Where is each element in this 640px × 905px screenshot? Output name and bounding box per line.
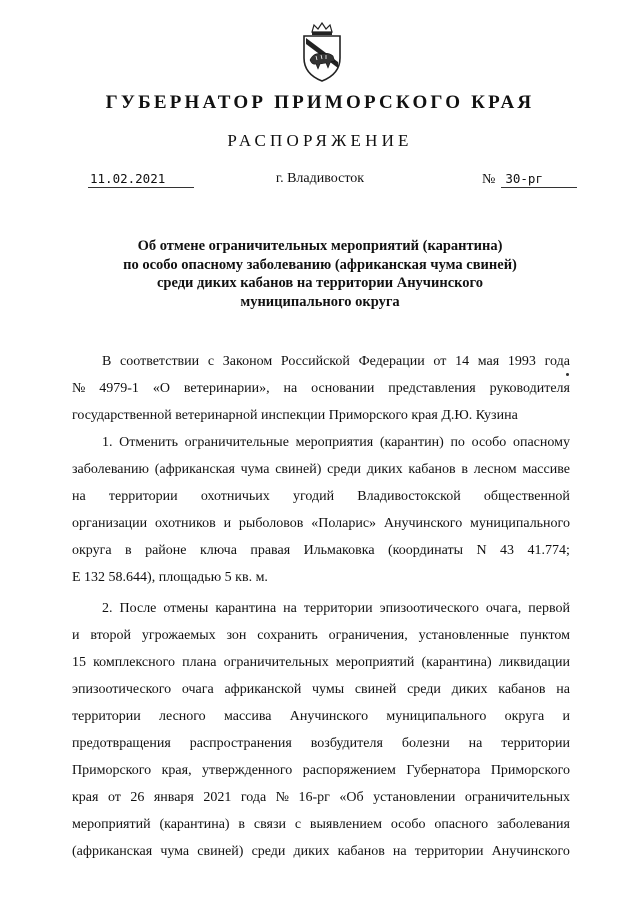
- text-run: общественной: [483, 489, 570, 504]
- text-run: диких: [451, 682, 488, 697]
- text-run: очага,: [485, 601, 522, 616]
- text-run: лесного: [159, 709, 206, 724]
- text-run: округа: [504, 709, 545, 724]
- text-run: января: [153, 790, 194, 805]
- text-run: на: [72, 489, 86, 504]
- text-run: в: [125, 543, 132, 558]
- text-run: правая: [250, 543, 291, 558]
- text-run: (координаты: [387, 543, 464, 558]
- text-run: с: [294, 817, 302, 832]
- text-run: 43: [500, 543, 515, 558]
- text-run: на: [468, 736, 483, 751]
- paragraph-line: [72, 761, 570, 788]
- text-run: чумы: [312, 682, 345, 697]
- text-run: среди: [327, 462, 361, 477]
- text-run: 15: [72, 655, 86, 670]
- text-run: районе: [145, 543, 187, 558]
- text-run: После: [119, 601, 157, 616]
- text-run: второй: [90, 628, 132, 643]
- text-run: от: [107, 790, 121, 805]
- text-run: угрожаемых: [141, 628, 216, 643]
- text-run: диких: [366, 462, 403, 477]
- text-run: кабанов: [408, 462, 456, 477]
- text-run: территории: [501, 736, 570, 751]
- text-run: «О: [152, 381, 170, 396]
- text-run: на: [556, 682, 570, 697]
- text-run: болезни: [401, 736, 450, 751]
- text-run: свиней): [197, 844, 244, 859]
- text-run: чума: [240, 462, 270, 477]
- text-run: и: [72, 628, 80, 643]
- paragraph-line: [72, 541, 570, 568]
- text-run: 4979-1: [99, 381, 139, 396]
- paragraph-line: [72, 406, 570, 433]
- paragraph-line: [72, 487, 570, 514]
- text-run: государственной ветеринарной инспекции Приморского края Д.Ю. Кузина: [72, 408, 518, 423]
- document-city: г. Владивосток: [275, 171, 365, 186]
- text-run: Отменить: [119, 435, 178, 450]
- text-run: Губернатора: [406, 763, 481, 778]
- text-run: распространения: [189, 736, 292, 751]
- text-run: (африканская: [72, 844, 153, 859]
- paragraph-line: [72, 352, 570, 379]
- text-run: установлении: [373, 790, 456, 805]
- text-run: соответствии: [120, 354, 200, 369]
- text-run: кабанов: [337, 844, 385, 859]
- text-run: 2021: [203, 790, 232, 805]
- text-run: Анучинского: [491, 844, 570, 859]
- text-run: «Об: [339, 790, 364, 805]
- text-run: 14: [455, 354, 470, 369]
- text-run: (африканская: [154, 462, 235, 477]
- text-run: чума: [160, 844, 190, 859]
- text-run: связи: [253, 817, 286, 832]
- text-run: ограничительных: [223, 655, 329, 670]
- text-run: угодий: [293, 489, 335, 504]
- text-run: №: [72, 381, 86, 396]
- text-run: края: [72, 790, 99, 805]
- heading-line: среди диких кабанов на территории Анучинского: [156, 275, 484, 291]
- text-run: очага: [181, 682, 214, 697]
- text-run: массиве: [522, 462, 570, 477]
- text-run: территории: [72, 709, 141, 724]
- paragraph-line: [72, 680, 570, 707]
- text-run: выявлением: [309, 817, 382, 832]
- text-run: 41.774;: [527, 543, 570, 558]
- text-run: мая: [477, 354, 500, 369]
- text-run: от: [433, 354, 447, 369]
- text-run: территории: [414, 844, 484, 859]
- document-number: [482, 171, 577, 188]
- paragraph-line: [72, 653, 570, 680]
- text-run: свиней): [275, 462, 322, 477]
- text-run: комплексного: [93, 655, 176, 670]
- text-run: африканской: [224, 682, 302, 697]
- text-run: установленные: [418, 628, 510, 643]
- paragraph-line: [72, 842, 570, 869]
- text-run: охотников: [155, 516, 216, 531]
- heading-line: по особо опасному заболеванию (африканская чума свиней): [123, 256, 517, 273]
- text-run: мероприятий: [335, 655, 415, 670]
- text-run: Приморского: [72, 763, 152, 778]
- text-run: кабанов: [498, 682, 546, 697]
- paragraph-line: [72, 626, 570, 653]
- text-run: округа: [72, 543, 112, 558]
- text-run: ликвидации: [498, 655, 570, 670]
- text-run: и: [562, 709, 570, 724]
- number-label: №: [482, 172, 496, 187]
- text-run: 1993: [507, 354, 536, 369]
- text-run: территории: [303, 601, 373, 616]
- text-run: мероприятия: [295, 435, 374, 450]
- text-run: Владивостокской: [357, 489, 461, 504]
- text-run: опасного: [434, 817, 489, 832]
- text-run: предотвращения: [72, 736, 171, 751]
- text-run: пунктом: [519, 628, 570, 643]
- paragraph-line: [72, 734, 570, 761]
- text-run: плана: [182, 655, 217, 670]
- text-run: Приморского: [490, 763, 570, 778]
- paragraph-line: [72, 707, 570, 734]
- text-run: сохранить: [257, 628, 318, 643]
- text-run: лесном: [473, 462, 517, 477]
- text-run: на: [283, 381, 298, 396]
- text-run: (карантин): [379, 435, 444, 450]
- document-heading: [100, 237, 540, 311]
- paragraph-line: [72, 460, 570, 487]
- text-run: опасному: [512, 435, 570, 450]
- text-run: в: [461, 462, 468, 477]
- paragraph-line: [72, 788, 570, 815]
- paragraph-line: [72, 568, 570, 595]
- text-run: отмены: [163, 601, 209, 616]
- text-run: края,: [161, 763, 192, 778]
- text-run: охотничьих: [200, 489, 270, 504]
- text-run: заболеванию: [72, 462, 149, 477]
- paragraph-line: [72, 379, 570, 406]
- text-run: муниципального: [470, 516, 570, 531]
- text-run: массива: [223, 709, 272, 724]
- paragraph-line: [72, 514, 570, 541]
- text-run: N: [476, 543, 487, 558]
- text-run: Федерации: [358, 354, 425, 369]
- text-run: среди: [407, 682, 441, 697]
- text-run: Анучинского: [289, 709, 369, 724]
- text-run: 1.: [102, 435, 113, 450]
- document-date: 11.02.2021: [88, 171, 194, 188]
- text-run: распоряжением: [302, 763, 396, 778]
- text-run: ограничительные: [184, 435, 289, 450]
- number-value: 30-рг: [501, 171, 577, 188]
- text-run: эпизоотического: [72, 682, 172, 697]
- text-run: карантина: [215, 601, 277, 616]
- text-run: по: [450, 435, 465, 450]
- text-run: года: [544, 354, 570, 369]
- text-run: рыболовов: [238, 516, 304, 531]
- text-run: E 132 58.644), площадью 5 кв. м.: [72, 570, 268, 585]
- text-run: (карантина): [159, 817, 230, 832]
- text-run: Российской: [280, 354, 350, 369]
- paragraph-line: [72, 815, 570, 842]
- heading-line: Об отмене ограничительных мероприятий (карантина): [137, 238, 503, 254]
- text-run: в: [238, 817, 246, 832]
- text-run: года: [240, 790, 267, 805]
- text-run: муниципального: [386, 709, 487, 724]
- text-run: ограничения,: [328, 628, 408, 643]
- document-body: [72, 352, 570, 869]
- text-run: свиней: [354, 682, 397, 697]
- text-run: диких: [293, 844, 330, 859]
- text-run: 16-рг: [298, 790, 330, 805]
- text-run: на: [283, 601, 297, 616]
- text-run: ветеринарии»,: [183, 381, 270, 396]
- text-run: с: [207, 354, 215, 369]
- text-run: первой: [528, 601, 570, 616]
- text-run: территории: [108, 489, 178, 504]
- text-run: руководителя: [489, 381, 570, 396]
- text-run: утвержденного: [202, 763, 293, 778]
- text-run: «Поларис»: [311, 516, 377, 531]
- text-run: 2.: [102, 601, 113, 616]
- document-type: РАСПОРЯЖЕНИЕ: [227, 131, 413, 150]
- primorsky-krai-coat-of-arms-icon: [298, 22, 346, 84]
- text-run: среди: [251, 844, 286, 859]
- paragraph-line: [72, 433, 570, 460]
- text-run: 26: [130, 790, 145, 805]
- text-run: организации: [72, 516, 148, 531]
- text-run: возбудителя: [310, 736, 383, 751]
- text-run: В: [102, 354, 112, 369]
- text-run: ключа: [199, 543, 237, 558]
- text-run: Анучинского: [383, 516, 463, 531]
- text-run: Законом: [222, 354, 273, 369]
- text-run: (карантина): [421, 655, 492, 670]
- text-run: особо: [390, 817, 426, 832]
- text-run: ограничительных: [464, 790, 570, 805]
- text-run: основании: [311, 381, 375, 396]
- text-run: представления: [388, 381, 476, 396]
- text-run: особо: [471, 435, 507, 450]
- text-run: Ильмаковка: [303, 543, 375, 558]
- heading-line: муниципального округа: [240, 293, 400, 310]
- text-run: и: [223, 516, 232, 531]
- text-run: мероприятий: [72, 817, 151, 832]
- text-run: эпизоотического: [379, 601, 479, 616]
- governor-title: ГУБЕРНАТОР ПРИМОРСКОГО КРАЯ: [105, 92, 535, 113]
- text-run: №: [275, 790, 290, 805]
- text-run: на: [392, 844, 407, 859]
- text-run: зон: [226, 628, 247, 643]
- paragraph-line: [72, 599, 570, 626]
- text-run: заболевания: [496, 817, 570, 832]
